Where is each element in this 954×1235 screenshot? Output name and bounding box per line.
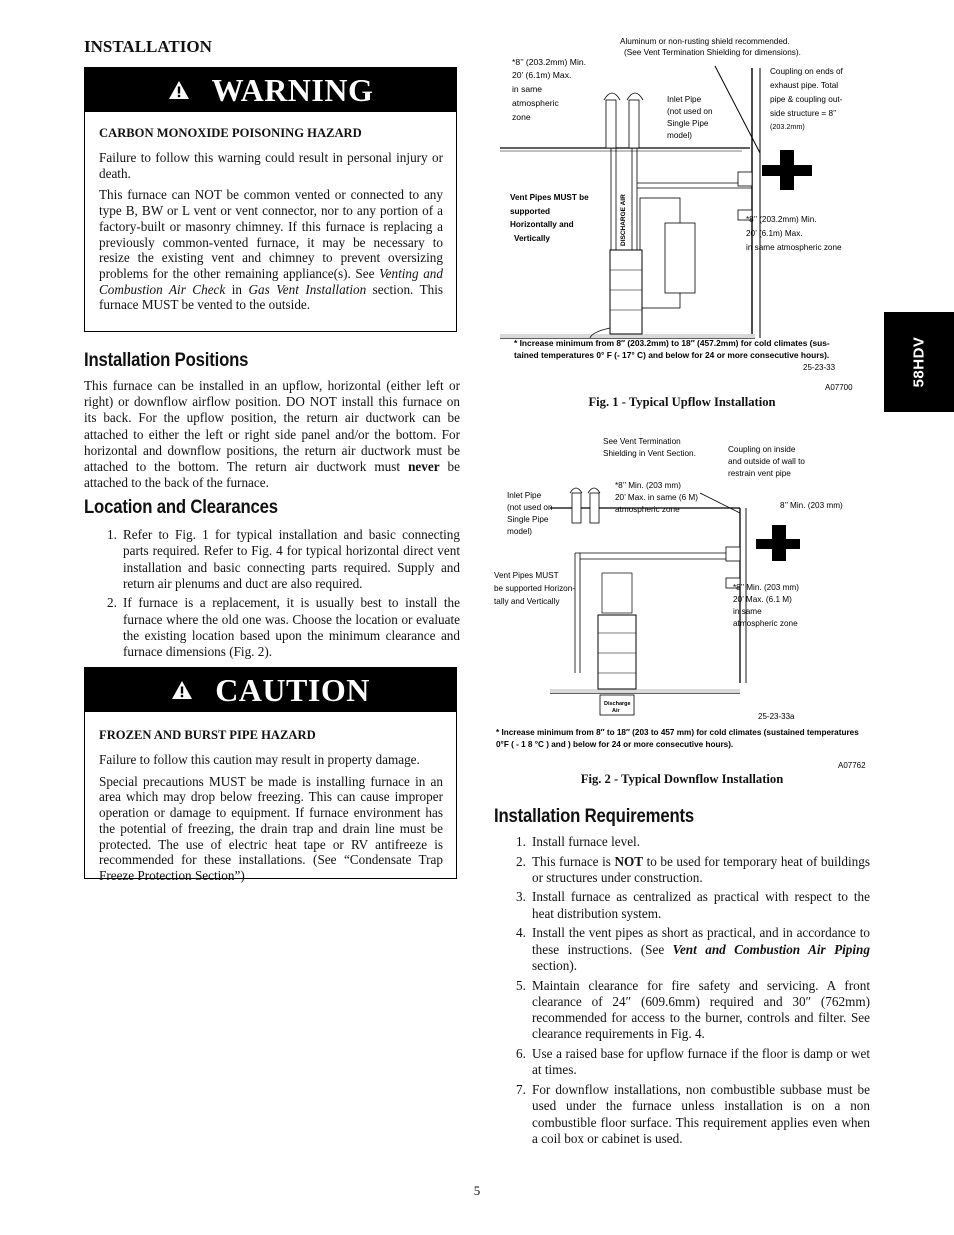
warning-banner-title: WARNING — [211, 71, 374, 108]
fig2-label-min2: *8’’ Min. (203 mm) — [733, 583, 799, 592]
section-title: INSTALLATION — [84, 37, 212, 56]
fig1-label-vent1: Vent Pipes MUST be — [510, 193, 589, 202]
fig2-code: A07762 — [838, 761, 866, 770]
fig2-note-line2: 0°F ( ‑ 1 8 °C ) and ) below for 24 or more consecutive hours). — [496, 740, 734, 749]
fig1-code: A07700 — [825, 383, 853, 392]
installation-requirements-list — [516, 834, 870, 1150]
warning-triangle-icon — [171, 680, 193, 700]
fig2-label-vent3: tally and Vertically — [494, 597, 560, 606]
fig1-label-inlet3: Single Pipe — [667, 119, 709, 128]
fig1-upflow-diagram — [490, 38, 880, 393]
list-item: 6. Use a raised base for upflow furnace if the floor is damp or wet at times. — [516, 1046, 870, 1078]
fig1-label-max2: 20’ (6.1m) Max. — [746, 229, 803, 238]
fig1-label-max1: 20’ (6.1m) Max. — [512, 70, 572, 80]
fig1-label-inlet2: (not used on — [667, 107, 713, 116]
fig1-label-shield2: (See Vent Termination Shielding for dimensions). — [624, 48, 801, 57]
fig1-label-coupling3: pipe & coupling out- — [770, 95, 843, 104]
location-clearances-heading: Location and Clearances — [84, 497, 278, 518]
fig2-label-inlet2: (not used on — [507, 503, 553, 512]
fig1-label-vent3: Horizontally and — [510, 220, 574, 229]
fig2-label-max2: 20’ Max. (6.1 M) — [733, 595, 792, 604]
fig2-label-vent1: Vent Pipes MUST — [494, 571, 559, 580]
fig2-label-zone1: atmospheric zone — [615, 505, 680, 514]
fig1-label-coupling5: (203.2mm) — [770, 122, 805, 131]
svg-text:* Increase minimum from 8″ to: * Increase minimum from 8″ to 18″ (203 to 457 mm) for cold climates (sustained temperatures — [496, 728, 859, 737]
svg-text:* Increase minimum from 8″ (20: * Increase minimum from 8″ (203.2mm) to 18″ (457.2mm) for cold climates (sus- — [514, 338, 830, 348]
caution-box — [84, 667, 457, 883]
fig2-label-inlet1: Inlet Pipe — [507, 491, 542, 500]
side-tab — [884, 312, 954, 412]
fig2-label-zone2: atmospheric zone — [733, 619, 798, 628]
fig1-label-min1: *8’’ (203.2mm) Min. — [512, 57, 587, 67]
installation-positions-heading: Installation Positions — [84, 350, 249, 371]
fig1-label-coupling2: exhaust pipe. Total — [770, 81, 839, 90]
warning-paragraph-2: This furnace can NOT be common vented or connected to any type B, BW or L vent or vent connector, nor to any portion of a factory‑built or masonry chimney. If this furnace is replacing a previously common‑vented furnace, it may be necessary to resize the existing vent and chimney to prevent oversizing problems for the other remaining appliance(s). See Venting and Combustion Air Check in Gas Vent Installation section. This furnace MUST be vented to the outside. — [99, 187, 444, 313]
fig2-label-8min: 8’’ Min. (203 mm) — [780, 501, 843, 510]
fig2-label-see1: See Vent Termination — [603, 437, 681, 446]
side-tab-label: 58HDV — [910, 336, 928, 388]
fig1-label-same1: in same — [512, 84, 543, 94]
list-item: 2. If furnace is a replacement, it is usually best to install the furnace where the old one was. Choose the location or evaluate the existing location based upon the minimum clearance and furnace dimensions (Fig. 2). — [107, 595, 460, 660]
list-item: 1. Refer to Fig. 1 for typical installation and basic connecting parts required. Refer to Fig. 4 for typical horizontal direct vent installation and basic connecting parts required. Supply and return air plenums and duct are also required. — [107, 527, 460, 591]
fig1-label-min2: *8’’ (203.2mm) Min. — [746, 215, 817, 224]
fig2-note-line1: Increase minimum from 8″ to 18″ (203 to 457 mm) for cold climates (sustained temperatures — [501, 728, 859, 737]
fig1-note-line2: tained temperatures 0° F (‑ 17° C) and below for 24 or more consecutive hours). — [514, 350, 830, 360]
list-item: 1. Install furnace level. — [516, 834, 641, 849]
fig2-label-see2: Shielding in Vent Section. — [603, 449, 696, 458]
fig2-label-max1: 20’ Max. in same (6 M) — [615, 493, 698, 502]
fig1-caption: Fig. 1 - Typical Upflow Installation — [588, 395, 776, 409]
fig2-label-min1: *8’’ Min. (203 mm) — [615, 481, 681, 490]
list-item: 7. For downflow installations, non combustible subbase must be used under the furnace unless installation is on a non combustible floor surface. This requirement applies even when a coil box or cabinet is used. — [516, 1081, 870, 1146]
fig1-label-same2: in same atmospheric zone — [746, 243, 842, 252]
caution-paragraph-2: Special precautions MUST be made is installing furnace in an area which may drop below freezing. This can cause improper operation or damage to equipment. If furnace environment has the potential of freezing, the drain trap and drain line must be protected. The use of electric heat tape or RV antifreeze is recommended for these installations. (See “Condensate Trap Freeze Protection Section”) — [99, 773, 443, 883]
fig2-label-discharge2: Air — [612, 708, 620, 714]
list-item: 3. Install furnace as centralized as practical with respect to the heat distribution system. — [516, 889, 870, 921]
fig1-label-discharge: DISCHARGE AIR — [620, 194, 627, 246]
caution-banner — [85, 668, 456, 712]
caution-hazard-title: FROZEN AND BURST PIPE HAZARD — [99, 728, 316, 742]
fig1-label-zone1: zone — [512, 112, 531, 122]
warning-triangle-icon — [168, 80, 190, 100]
fig2-caption: Fig. 2 - Typical Downflow Installation — [580, 772, 784, 786]
fig1-ref: 25‑23‑33 — [803, 363, 836, 372]
list-item: 5. Maintain clearance for fire safety and servicing. A front clearance of 24″ (609.6mm) required and 30″ (762mm) recommended for access to the burner, controls and filter. See clearance requirements in Fig. 4. — [516, 977, 870, 1042]
fig1-label-vent4: Vertically — [514, 234, 550, 243]
fig2-label-coup1: Coupling on inside — [728, 445, 796, 454]
caution-banner-title: CAUTION — [215, 671, 370, 708]
fig2-label-discharge1: Discharge — [604, 701, 631, 707]
caution-paragraph-1: Failure to follow this caution may result in property damage. — [99, 752, 420, 767]
installation-positions-text: This furnace can be installed in an upflow, horizontal (either left or right) or downflow airflow position. DO NOT install this furnace on its back. For the upflow position, the return air ductwork can be attached to either the left or right side panel and/or the bottom. For horizontal and downflow positions, the return air ductwork must be attached to the bottom. The return air ductwork must never be attached to the back of the furnace. — [84, 378, 461, 491]
fig2-label-coup3: restrain vent pipe — [728, 469, 791, 478]
installation-requirements-heading: Installation Requirements — [494, 806, 695, 827]
fig1-label-inlet4: model) — [667, 131, 693, 140]
warning-banner — [85, 68, 456, 112]
fig1-note-line1: Increase minimum from 8″ (203.2mm) to 18″ (457.2mm) for cold climates (sus- — [519, 338, 830, 348]
warning-hazard-title: CARBON MONOXIDE POISONING HAZARD — [99, 126, 362, 140]
fig1-label-atm1: atmospheric — [512, 98, 559, 108]
fig2-ref: 25‑23‑33a — [758, 712, 795, 721]
fig2-label-inlet3: Single Pipe — [507, 515, 549, 524]
list-item: 4. Install the vent pipes as short as practical, and in accordance to these instructions. (See Vent and Combustion Air Piping section). — [516, 925, 870, 973]
list-item: 2. This furnace is NOT to be used for temporary heat of buildings or structures under construction. — [516, 853, 870, 885]
warning-box — [84, 67, 457, 332]
fig2-downflow-diagram — [490, 433, 880, 773]
fig1-label-vent2: supported — [510, 207, 551, 216]
page-number: 5 — [473, 1183, 481, 1198]
fig1-label-coupling4: side structure = 8’’ — [770, 109, 837, 118]
fig2-label-same2: in same — [733, 607, 762, 616]
warning-paragraph-1: Failure to follow this warning could result in personal injury or death. — [99, 150, 443, 181]
fig2-label-coup2: and outside of wall to — [728, 457, 805, 466]
fig1-label-shield: Aluminum or non‑rusting shield recommended. — [620, 38, 790, 46]
fig2-label-inlet4: model) — [507, 527, 533, 536]
fig2-label-vent2: be supported Horizon- — [494, 584, 576, 593]
fig1-label-coupling1: Coupling on ends of — [770, 67, 843, 76]
location-clearances-list — [107, 527, 460, 664]
fig1-label-inlet1: Inlet Pipe — [667, 95, 702, 104]
